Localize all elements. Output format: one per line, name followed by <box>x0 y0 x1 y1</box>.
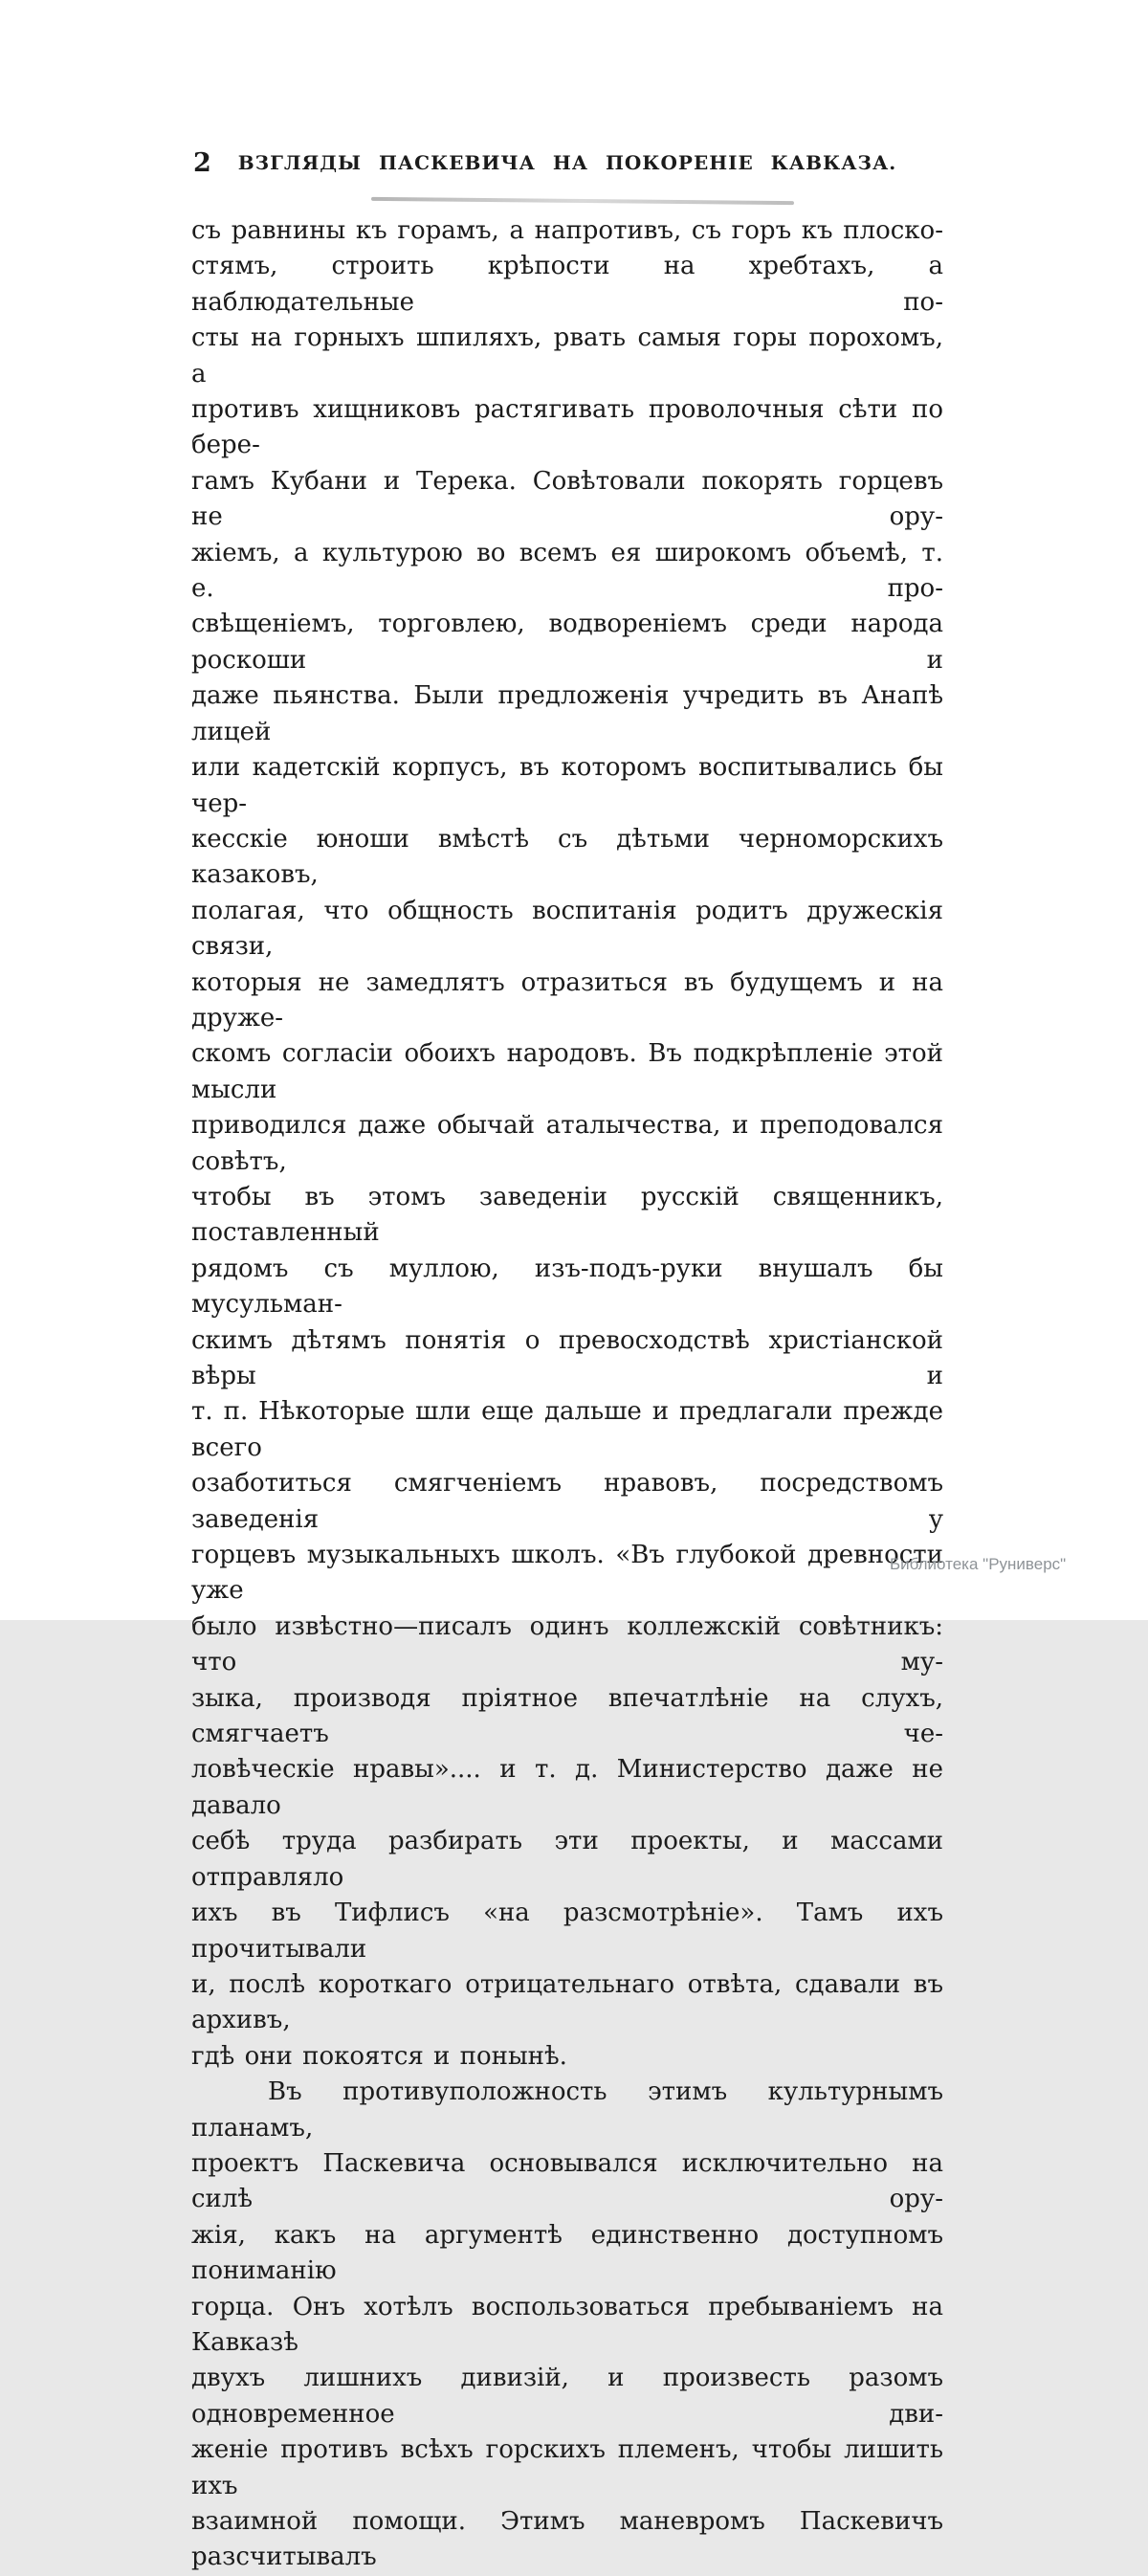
text-line: или кадетскій корпусъ, въ которомъ воспитывались бы чер- <box>191 753 943 818</box>
text-line: себѣ труда разбирать эти проекты, и массами отправляло <box>191 1827 943 1892</box>
text-line: сты на горныхъ шпиляхъ, рвать самыя горы порохомъ, а <box>191 323 943 389</box>
text-line: которыя не замедлятъ отразиться въ будущемъ и на друже- <box>191 967 943 1033</box>
text-line: ихъ въ Тифлисъ «на разсмотрѣніе». Тамъ ихъ прочитывали <box>191 1899 943 1964</box>
text-line: жія, какъ на аргументѣ единственно доступномъ пониманію <box>191 2220 943 2286</box>
text-line: съ равнины къ горамъ, а напротивъ, съ горъ къ плоско- <box>191 216 943 245</box>
text-line: противъ хищниковъ растягивать проволочныя сѣти по бере- <box>191 395 943 460</box>
library-watermark: Библиотека "Руниверс" <box>890 1555 1067 1573</box>
text-line: зыка, производя пріятное впечатлѣніе на слухъ, смягчаетъ че- <box>191 1683 943 1749</box>
text-line: чтобы въ этомъ заведеніи русскій священникъ, поставленный <box>191 1182 943 1248</box>
text-line: приводился даже обычай аталычества, и преподовался совѣтъ, <box>191 1111 943 1176</box>
text-line: т. п. Нѣкоторые шли еще дальше и предлагали прежде всего <box>191 1397 943 1462</box>
text-line: ловѣческіе нравы».... и т. д. Министерство даже не давало <box>191 1755 943 1820</box>
text-line: проектъ Паскевича основывался исключительно на силѣ ору- <box>191 2148 943 2214</box>
text-line: полагая, что общность воспитанія родитъ дружескія связи, <box>191 896 943 962</box>
text-line: стямъ, строить крѣпости на хребтахъ, а наблюдательные по- <box>191 252 943 317</box>
text-line: скомъ согласіи обоихъ народовъ. Въ подкрѣпленіе этой мысли <box>191 1039 943 1104</box>
text-line: даже пьянства. Были предложенія учредить въ Анапѣ лицей <box>191 681 943 746</box>
text-line: и, послѣ короткаго отрицательнаго отвѣта, сдавали въ архивъ, <box>191 1969 943 2035</box>
text-line: свѣщеніемъ, торговлею, водвореніемъ среди народа роскоши и <box>191 610 943 675</box>
scan-smudge-artifact <box>371 197 794 205</box>
body-text <box>191 213 943 2576</box>
text-line: озаботиться смягченіемъ нравовъ, посредствомъ заведенія у <box>191 1469 943 1534</box>
text-line: горца. Онъ хотѣлъ воспользоваться пребываніемъ на Кавказѣ <box>191 2292 943 2357</box>
text-line: жіемъ, а культурою во всемъ ея широкомъ объемѣ, т. е. про- <box>191 538 943 604</box>
page-number: 2 <box>193 148 212 178</box>
text-line: скимъ дѣтямъ понятія о превосходствѣ христіанской вѣры и <box>191 1325 943 1390</box>
text-line: рядомъ съ муллою, изъ-подъ-руки внушалъ бы мусульман- <box>191 1254 943 1320</box>
text-line: гдѣ они покоятся и понынѣ. <box>191 2041 567 2071</box>
text-line: было извѣстно—писалъ одинъ коллежскій совѣтникъ: что му- <box>191 1611 943 1677</box>
text-line: кесскіе юноши вмѣстѣ съ дѣтьми черноморскихъ казаковъ, <box>191 824 943 890</box>
text-line: гамъ Кубани и Терека. Совѣтовали покорять горцевъ не ору- <box>191 466 943 532</box>
text-line: Въ противуположность этимъ культурнымъ планамъ, <box>191 2077 943 2143</box>
text-line: женіе противъ всѣхъ горскихъ племенъ, чтобы лишить ихъ <box>191 2435 943 2500</box>
running-title: ВЗГЛЯДЫ ПАСКЕВИЧА НА ПОКОРЕНІЕ КАВКАЗА. <box>237 151 897 174</box>
text-line: двухъ лишнихъ дивизій, и произвесть разомъ одновременное дви- <box>191 2364 943 2429</box>
text-line: взаимной помощи. Этимъ маневромъ Паскевичъ разсчитывалъ <box>191 2507 943 2572</box>
text-line: горцевъ музыкальныхъ школъ. «Въ глубокой древности уже <box>191 1541 943 1606</box>
